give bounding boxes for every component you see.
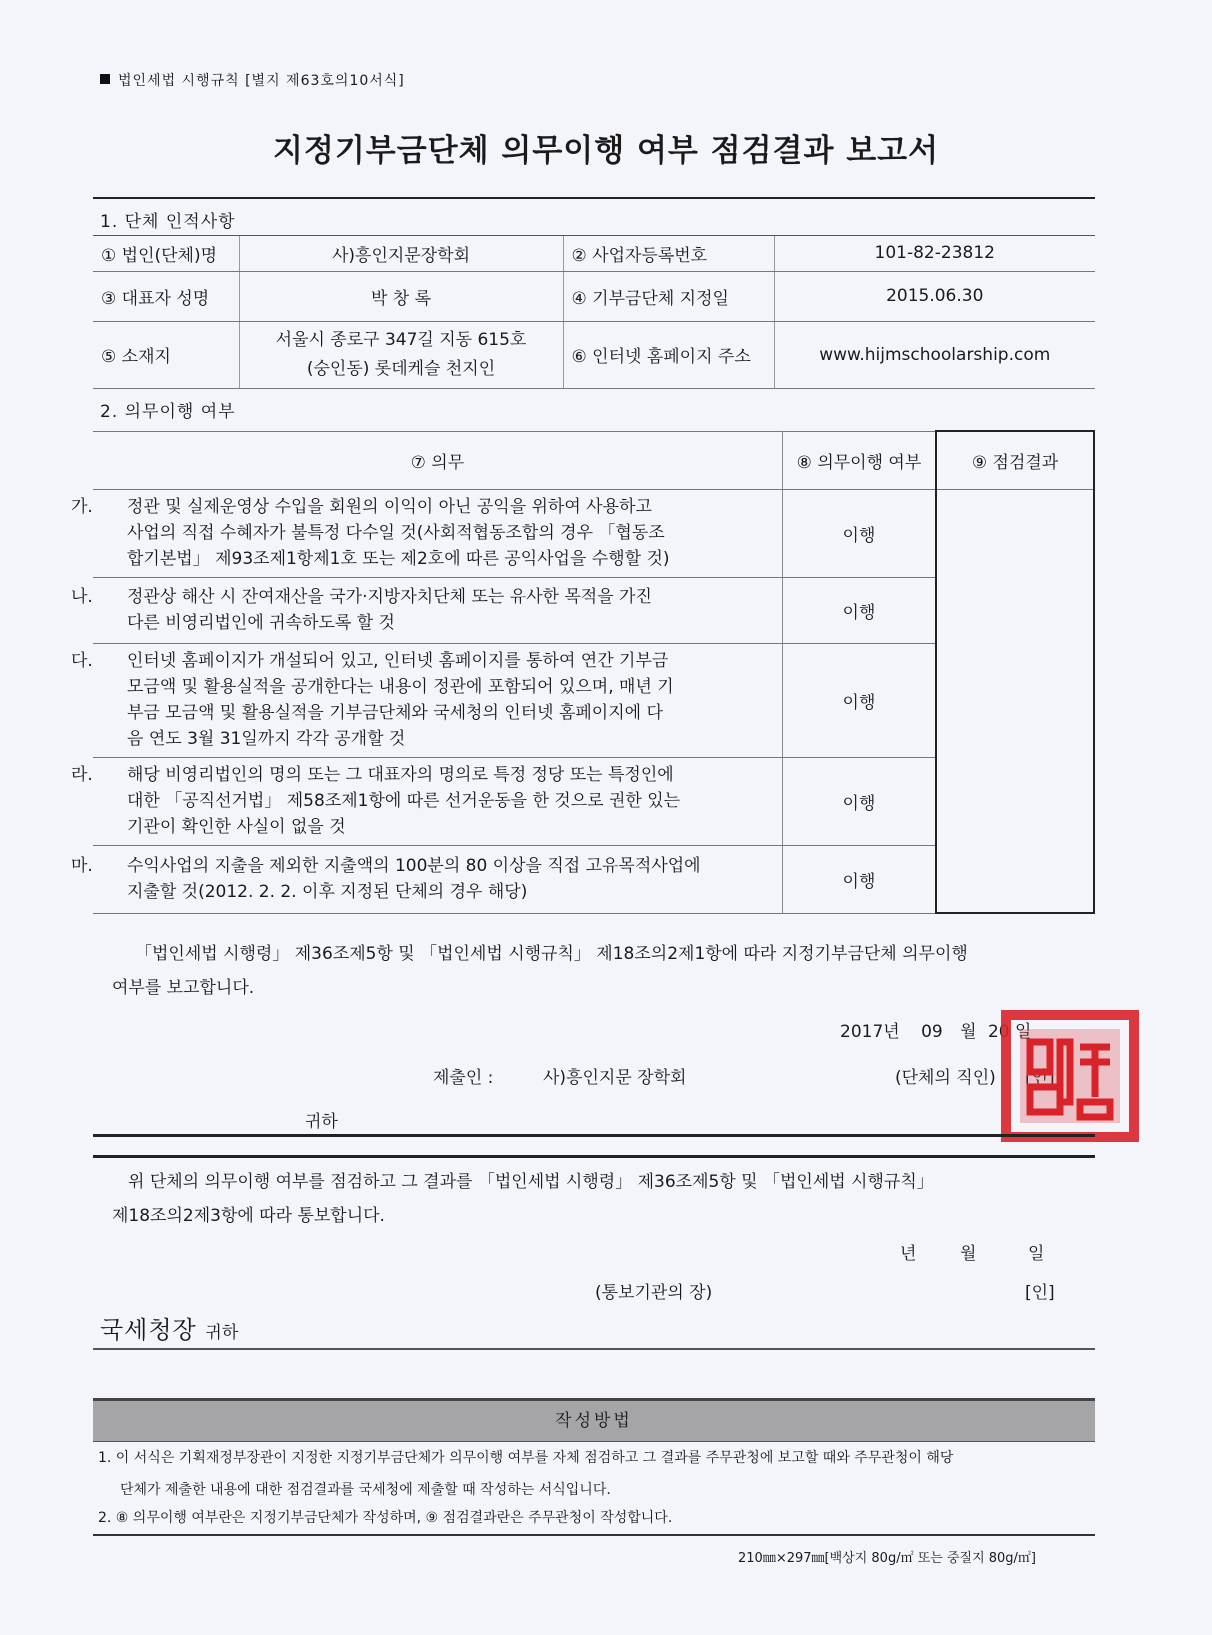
method-note-1: 1. 이 서식은 기획재정부장관이 지정한 지정기부금단체가 의무이행 여부를 자체 점검하고 그 결과를 주무관청에 보고할 때와 주무관청이 해당 단체가 제출한 내용에 대한 점검결과를 국세청에 제출할 때 작성하는 서식입니다. bbox=[98, 1450, 954, 1498]
address-value bbox=[239, 321, 563, 388]
duty-table bbox=[71, 430, 1095, 914]
notify-top-rule bbox=[93, 1155, 1095, 1158]
submitter-name: 사)흥인지문 장학회 bbox=[543, 1068, 687, 1088]
duty-result-value bbox=[936, 489, 1094, 577]
notify-text-line2: 제18조의2제3항에 따라 통보합니다. bbox=[112, 1206, 385, 1226]
biz-number-label: ② 사업자등록번호 bbox=[563, 236, 774, 271]
official-seal-stamp-icon bbox=[1000, 1007, 1145, 1147]
duty-result-value bbox=[936, 845, 1094, 913]
report-date: 2017년 09 월 20 일 bbox=[840, 1022, 1032, 1042]
duty-done-value: 이행 bbox=[782, 577, 936, 643]
duty-description: 다. 인터넷 홈페이지가 개설되어 있고, 인터넷 홈페이지를 통하여 연간 기부금 모금액 및 활용실적을 공개한다는 내용이 정관에 포함되어 있으며, 매년 기 부금 모금액 및 활용실적을 기부금단체와 국세청의 인터넷 홈페이지에 다 음 연도 3월 31일까지 각각 공개할 것 bbox=[93, 643, 782, 757]
document-title: 지정기부금단체 의무이행 여부 점검결과 보고서 bbox=[272, 133, 940, 169]
organization-info-table bbox=[93, 236, 1095, 389]
duty-result-value bbox=[936, 643, 1094, 757]
square-bullet-icon bbox=[100, 74, 110, 84]
notify-year-label: 년 bbox=[900, 1244, 917, 1264]
duty-description: 가. 정관 및 실제운영상 수입을 회원의 이익이 아닌 공익을 위하여 사용하고 사업의 직접 수혜자가 불특정 다수일 것(사회적협동조합의 경우 「협동조 합기본법」 제93조제1항제1호 또는 제2호에 따른 공익사업을 수행할 것) bbox=[93, 489, 782, 577]
duty-row bbox=[93, 845, 1094, 913]
duty-result-value bbox=[936, 757, 1094, 845]
duty-done-value: 이행 bbox=[782, 757, 936, 845]
report-bottom-rule bbox=[93, 1134, 1095, 1137]
homepage-label: ⑥ 인터넷 홈페이지 주소 bbox=[563, 321, 774, 388]
agency-head: (통보기관의 장) bbox=[595, 1283, 713, 1303]
method-heading: 작성방법 bbox=[93, 1398, 1095, 1442]
duty-row bbox=[93, 577, 1094, 643]
form-reference: 법인세법 시행규칙 [별지 제63호의10서식] bbox=[100, 70, 405, 90]
address-line2: (숭인동) 롯데케슬 천지인 bbox=[306, 358, 496, 379]
duty-header-row bbox=[93, 431, 1094, 489]
section1-heading: 1. 단체 인적사항 bbox=[100, 212, 236, 232]
duty-description: 나. 정관상 해산 시 잔여재산을 국가·지방자치단체 또는 유사한 목적을 가진 다른 비영리법인에 귀속하도록 할 것 bbox=[93, 577, 782, 643]
org-name-value: 사)흥인지문장학회 bbox=[239, 236, 563, 271]
notify-month-label: 월 bbox=[960, 1244, 977, 1264]
duty-done-value: 이행 bbox=[782, 489, 936, 577]
duty-result-value bbox=[936, 577, 1094, 643]
duty-done-value: 이행 bbox=[782, 845, 936, 913]
section2-heading: 2. 의무이행 여부 bbox=[100, 402, 236, 422]
duty-row bbox=[93, 643, 1094, 757]
designation-date-value: 2015.06.30 bbox=[774, 271, 1095, 321]
info-row bbox=[93, 271, 1095, 321]
info-row bbox=[93, 321, 1095, 388]
top-rule bbox=[93, 197, 1095, 199]
report-text-line1: 「법인세법 시행령」 제36조제5항 및 「법인세법 시행규칙」 제18조의2제1항에 따라 지정기부금단체 의무이행 bbox=[135, 944, 968, 964]
notify-text-line1: 위 단체의 의무이행 여부를 점검하고 그 결과를 「법인세법 시행령」 제36조제5항 및 「법인세법 시행규칙」 bbox=[128, 1172, 934, 1192]
homepage-value: www.hijmschoolarship.com bbox=[774, 321, 1095, 388]
method-bottom-rule bbox=[93, 1534, 1095, 1536]
info-row bbox=[93, 236, 1095, 271]
representative-value: 박 창 록 bbox=[239, 271, 563, 321]
method-note-2: 2. ⑧ 의무이행 여부란은 지정기부금단체가 작성하며, ⑨ 점검결과란은 주무관청이 작성합니다. bbox=[98, 1510, 673, 1526]
duty-row bbox=[93, 757, 1094, 845]
org-name-label: ① 법인(단체)명 bbox=[93, 236, 239, 271]
recipient-rule bbox=[93, 1348, 1095, 1350]
recipient: 국세청장 귀하 bbox=[100, 1316, 239, 1344]
biz-number-value: 101-82-23812 bbox=[774, 236, 1095, 271]
designation-date-label: ④ 기부금단체 지정일 bbox=[563, 271, 774, 321]
done-column-header: ⑧ 의무이행 여부 bbox=[782, 431, 936, 489]
addressee-suffix: 귀하 bbox=[305, 1112, 338, 1132]
notify-seal-mark: [인] bbox=[1025, 1283, 1055, 1303]
result-column-header: ⑨ 점검결과 bbox=[936, 431, 1094, 489]
submitter-label: 제출인 : bbox=[433, 1068, 494, 1088]
duty-row bbox=[93, 489, 1094, 577]
duty-description: 마. 수익사업의 지출을 제외한 지출액의 100분의 80 이상을 직접 고유목적사업에 지출할 것(2012. 2. 2. 이후 지정된 단체의 경우 해당) bbox=[93, 845, 782, 913]
duty-description: 라. 해당 비영리법인의 명의 또는 그 대표자의 명의로 특정 정당 또는 특정인에 대한 「공직선거법」 제58조제1항에 따른 선거운동을 한 것으로 권한 있는 기관이 확인한 사실이 없을 것 bbox=[93, 757, 782, 845]
paper-spec-footer: 210㎜×297㎜[백상지 80g/㎡ 또는 중질지 80g/㎡] bbox=[738, 1551, 1037, 1566]
seal-mark: [인] bbox=[1025, 1068, 1055, 1088]
address-line1: 서울시 종로구 347길 지동 615호 bbox=[275, 329, 527, 350]
seal-note: (단체의 직인) bbox=[895, 1068, 996, 1088]
notify-day-label: 일 bbox=[1028, 1244, 1045, 1264]
address-label: ⑤ 소재지 bbox=[93, 321, 239, 388]
representative-label: ③ 대표자 성명 bbox=[93, 271, 239, 321]
report-text-line2: 여부를 보고합니다. bbox=[112, 978, 255, 998]
duty-done-value: 이행 bbox=[782, 643, 936, 757]
duty-column-header: ⑦ 의무 bbox=[93, 431, 782, 489]
